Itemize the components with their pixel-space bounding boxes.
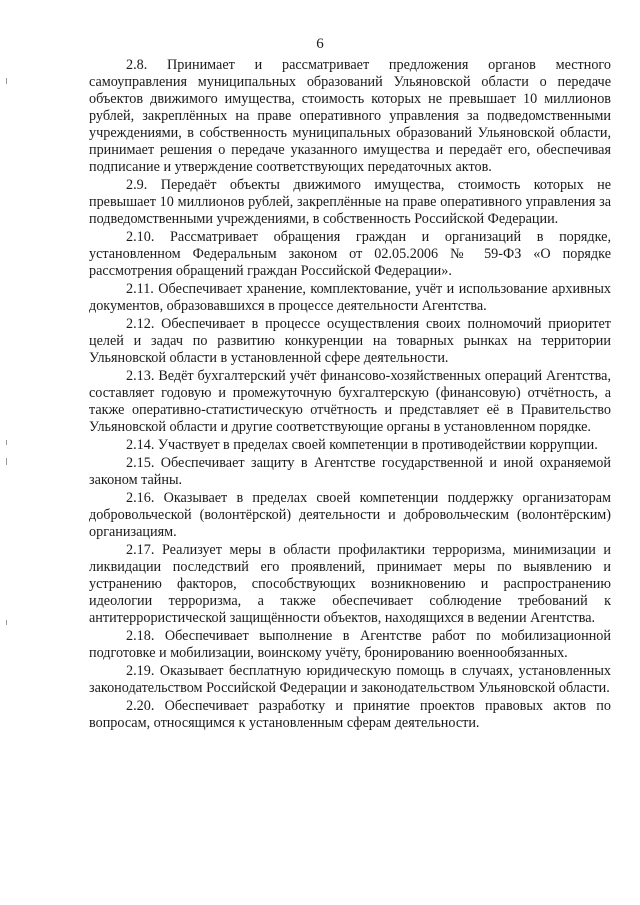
page-number: 6 [316,36,324,52]
paragraph-2-9: 2.9. Передаёт объекты движимого имущества, стоимость которых не превышает 10 миллионов рублей, закреплённые на праве оперативного управления за подведомственными учреждениями, в собственность Российской Федерации. [89,177,611,227]
paragraph-2-18: 2.18. Обеспечивает выполнение в Агентстве работ по мобилизационной подготовке и мобилизации, воинскому учёту, бронированию военнообязанных. [89,628,611,661]
paragraph-2-10: 2.10. Рассматривает обращения граждан и организаций в порядке, установленном Федеральным законом от 02.05.2006 № 59-ФЗ «О порядке рассмотрения обращений граждан Российской Федерации». [89,229,611,279]
scan-margin-mark [6,78,7,84]
paragraph-2-19: 2.19. Оказывает бесплатную юридическую помощь в случаях, установленных законодательством Российской Федерации и законодательством Ульяновской области. [89,663,611,696]
scan-margin-mark [6,440,7,445]
scan-margin-mark [6,620,7,625]
paragraph-2-15: 2.15. Обеспечивает защиту в Агентстве государственной и иной охраняемой законом тайны. [89,455,611,488]
paragraph-2-11: 2.11. Обеспечивает хранение, комплектование, учёт и использование архивных документов, образовавшихся в процессе деятельности Агентства. [89,281,611,314]
paragraph-2-20: 2.20. Обеспечивает разработку и принятие проектов правовых актов по вопросам, относящимся к установленным сферам деятельности. [89,698,611,731]
paragraph-2-14: 2.14. Участвует в пределах своей компетенции в противодействии коррупции. [126,437,598,453]
paragraph-2-16: 2.16. Оказывает в пределах своей компетенции поддержку организаторам добровольческой (волонтёрской) деятельности и добровольческим (волонтёрским) организациям. [89,490,611,540]
paragraph-2-12: 2.12. Обеспечивает в процессе осуществления своих полномочий приоритет целей и задач по развитию конкуренции на товарных рынках на территории Ульяновской области в установленной сфере деятельности. [89,316,611,366]
scan-margin-mark [6,458,7,465]
document-body [89,57,611,732]
paragraph-2-8: 2.8. Принимает и рассматривает предложения органов местного самоуправления муниципальных образований Ульяновской области о передаче объектов движимого имущества, стоимость которых не превышает 10 миллионов рублей, закреплённых на праве оперативного управления за подведомственными учреждениями, в собственность муниципальных образований Ульяновской области, принимает решения о передаче указанного имущества и передаёт его, обеспечивая подписание и утверждение соответствующих передаточных актов. [89,57,611,175]
paragraph-2-13: 2.13. Ведёт бухгалтерский учёт финансово-хозяйственных операций Агентства, составляет годовую и промежуточную бухгалтерскую (финансовую) отчётность, а также оперативно-статистическую отчётность и представляет её в Правительство Ульяновской области и другие соответствующие органы в установленном порядке. [89,368,611,435]
paragraph-2-17: 2.17. Реализует меры в области профилактики терроризма, минимизации и ликвидации последствий его проявлений, принимает меры по выявлению и устранению факторов, способствующих возникновению и распространению идеологии терроризма, а также обеспечивает соблюдение требований к антитеррористической защищённости объектов, находящихся в ведении Агентства. [89,542,611,626]
